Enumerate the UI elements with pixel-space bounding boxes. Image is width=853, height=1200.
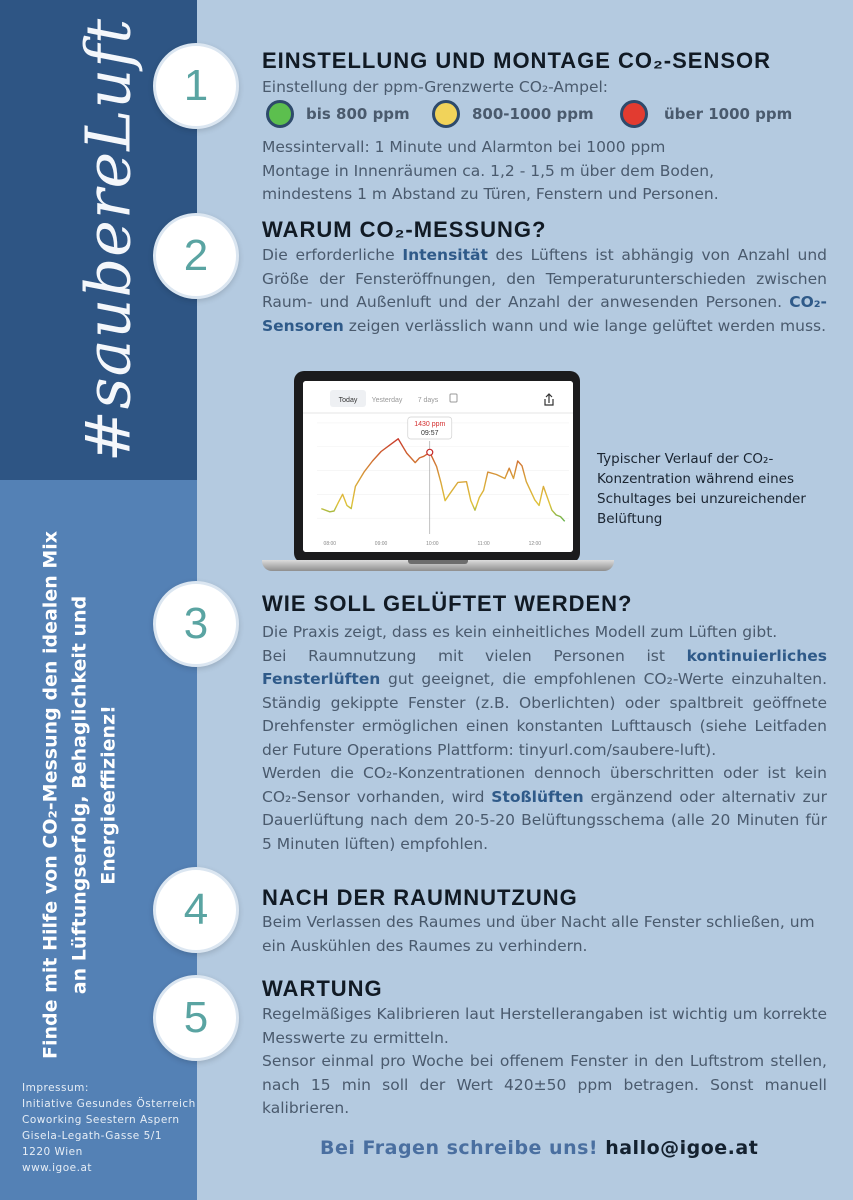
x-tick-label: 09:00 — [374, 541, 388, 547]
section-5-para-1: Regelmäßiges Kalibrieren laut Herstellerangaben ist wichtig um korrekte Messwerte zu ermitteln. — [262, 1005, 827, 1047]
bold-term: Intensität — [402, 246, 488, 264]
hashtag-title: #saubereLuft — [71, 17, 145, 463]
detail-line: Montage in Innenräumen ca. 1,2 - 1,5 m über dem Boden, — [262, 161, 714, 180]
imprint-line: Impressum: — [22, 1082, 89, 1094]
tab-yesterday[interactable]: Yesterday — [371, 397, 403, 404]
laptop-screen — [303, 381, 573, 552]
ampel-yellow — [432, 100, 594, 128]
imprint-line: 1220 Wien — [22, 1146, 83, 1158]
x-tick-label: 08:00 — [323, 541, 337, 547]
text: gut geeignet, die empfohlenen CO₂-Werte einzuhalten. Ständig gekippte Fenster (z.B. Oberlichten) oder spaltbreit geöffnete Drehfenster ermöglichen einen konstanten Lufttausch (siehe Leitfaden der Future Operations Plattform: tinyurl.com/saubere-luft). — [262, 670, 827, 759]
cursor-point — [427, 449, 433, 455]
imprint — [22, 1080, 196, 1176]
text: zeigen verlässlich wann und wie lange gelüftet werden muss. — [343, 316, 827, 335]
text: Werden die CO₂-Konzentrationen dennoch überschritten oder ist kein CO₂-Sensor vorhanden, wird — [262, 764, 827, 806]
section-2-title: WARUM CO₂-MESSUNG? — [262, 217, 547, 242]
x-tick-label: 10:00 — [426, 541, 439, 547]
ampel-label: über 1000 ppm — [664, 105, 793, 123]
section-5-para-2: Sensor einmal pro Woche bei offenem Fenster in den Luftstrom stellen, nach 15 min soll der Wert 420±50 ppm betragen. Sonst manuell kalibrieren. — [262, 1052, 827, 1117]
text: Bei Raumnutzung mit vielen Personen ist — [262, 646, 687, 665]
ampel-label: bis 800 ppm — [306, 105, 410, 123]
text: Die erforderliche — [262, 246, 403, 264]
email-link[interactable]: hallo@igoe.at — [605, 1137, 759, 1159]
section-3-para-1: Die Praxis zeigt, dass es kein einheitliches Modell zum Lüften gibt. — [262, 623, 778, 641]
section-3-para-3 — [262, 762, 827, 856]
text: des Lüftens ist abhängig von Anzahl und Größe der Fensteröffnungen, den Temperaturunterschieden zwischen Raum- und Außenluft und der Anzahl der anwesenden Personen. — [262, 246, 827, 311]
red-dot-icon — [620, 100, 648, 128]
footer-contact — [320, 1137, 758, 1159]
sidebar-slogan: Finde mit Hilfe von CO₂-Messung den idealen Mix an Lüftungserfolg, Behaglichkeit und Energieeffizienz! — [39, 530, 120, 1060]
laptop-notch — [408, 560, 468, 564]
ampel-label: 800-1000 ppm — [472, 105, 594, 123]
step-1-circle: 1 — [153, 43, 239, 129]
tooltip-value: 1430 ppm — [414, 421, 446, 428]
ampel-red — [620, 100, 792, 128]
imprint-line: Gisela-Legath-Gasse 5/1 — [22, 1130, 163, 1142]
section-3-title: WIE SOLL GELÜFTET WERDEN? — [262, 591, 633, 616]
footer-question: Bei Fragen schreibe uns! — [320, 1137, 599, 1159]
x-tick-label: 11:00 — [477, 541, 490, 547]
yellow-dot-icon — [432, 100, 460, 128]
green-dot-icon — [266, 100, 294, 128]
section-1-title: EINSTELLUNG UND MONTAGE CO₂-SENSOR — [262, 48, 772, 73]
step-4-circle: 4 — [153, 867, 239, 953]
x-tick-label: 12:00 — [528, 541, 542, 547]
ampel-green — [266, 100, 410, 128]
tooltip-time: 09:57 — [420, 430, 439, 437]
text: ergänzend oder alternativ zur Dauerlüftung nach dem 20-5-20 Belüftungsschema (alle 20 Minuten für 5 Minuten lüften) empfohlen. — [262, 787, 827, 853]
section-3-para-2 — [262, 645, 827, 763]
section-4-text: Beim Verlassen des Raumes und über Nacht alle Fenster schließen, um ein Auskühlen des Raumes zu verhindern. — [262, 913, 815, 955]
bold-term: Stoßlüften — [491, 787, 584, 806]
section-5-text — [262, 1003, 827, 1121]
step-3-circle: 3 — [153, 581, 239, 667]
bold-term: kontinuierliches Fensterlüften — [262, 646, 827, 688]
detail-line: Messintervall: 1 Minute und Alarmton bei 1000 ppm — [262, 138, 666, 156]
section-2-text — [262, 244, 827, 338]
section-1-intro: Einstellung der ppm-Grenzwerte CO₂-Ampel: — [262, 78, 609, 96]
detail-line: mindestens 1 m Abstand zu Türen, Fenstern und Personen. — [262, 185, 719, 203]
section-4-title: NACH DER RAUMNUTZUNG — [262, 885, 578, 910]
step-5-circle: 5 — [153, 975, 239, 1061]
tab-7days[interactable]: 7 days — [417, 397, 439, 404]
imprint-link[interactable]: www.igoe.at — [22, 1162, 92, 1174]
section-5-title: WARTUNG — [262, 976, 383, 1001]
co2-chart — [303, 381, 573, 552]
imprint-line: Coworking Seestern Aspern — [22, 1114, 180, 1126]
imprint-line: Initiative Gesundes Österreich — [22, 1098, 196, 1110]
section-3-text — [262, 621, 827, 856]
step-2-circle: 2 — [153, 213, 239, 299]
tab-today[interactable]: Today — [338, 397, 358, 404]
bold-term: CO₂-Sensoren — [262, 293, 827, 335]
value-tooltip — [408, 417, 452, 439]
chart-caption: Typischer Verlauf der CO₂- Konzentration während eines Schultages bei unzureichender Belüftung — [597, 451, 806, 527]
section-1-details — [262, 136, 827, 207]
